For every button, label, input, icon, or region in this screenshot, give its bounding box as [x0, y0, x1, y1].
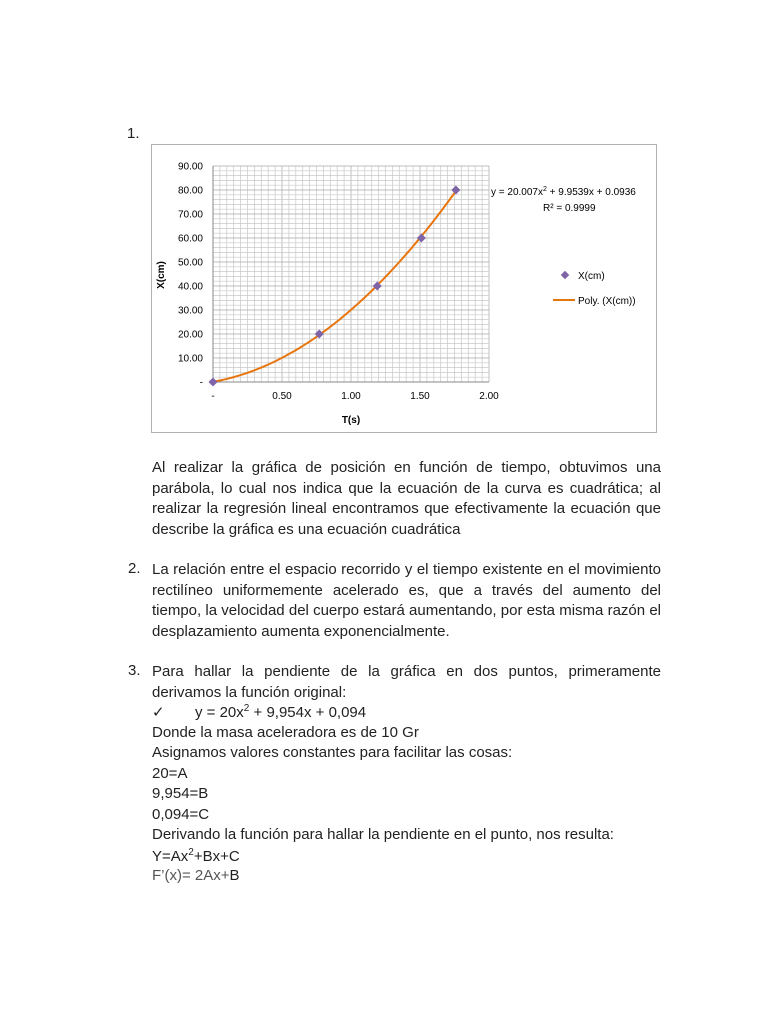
x-tick-label: -: [211, 391, 215, 402]
line-derivando: Derivando la función para hallar la pendiente en el punto, nos resulta:: [152, 826, 614, 843]
y-tick-label: 10.00: [177, 353, 203, 365]
legend-marker-x: [561, 271, 569, 279]
x-axis-label: T(s): [341, 415, 361, 426]
x-tick-label: 1.50: [410, 391, 430, 402]
legend-label-x: X(cm): [578, 271, 605, 282]
y-tick-label: 80.00: [177, 185, 203, 197]
formula-derivative: F’(x)= 2Ax+B: [152, 867, 240, 884]
x-tick-label: 1.00: [341, 391, 361, 402]
item-number-2: 2.: [128, 560, 141, 577]
chart-y-ticks: [178, 162, 203, 389]
const-a: 20=A: [152, 765, 188, 782]
data-point: [451, 185, 460, 194]
paragraph-3: Para hallar la pendiente de la gráfica en dos puntos, primeramente derivamos la función original:: [152, 663, 661, 701]
legend-label-poly: Poly. (X(cm)): [578, 296, 636, 307]
equation-line: [152, 703, 367, 721]
chart-gridlines: [213, 166, 489, 382]
equation: $y = 20x^2 + 9,954x + 0,094$: [195, 703, 367, 721]
r-squared: R² = 0.9999: [543, 203, 596, 214]
chart-x-ticks: [211, 391, 499, 402]
formula-y: $Y=Ax^2+Bx+C$: [152, 847, 240, 865]
check-mark-icon: ✓: [152, 704, 165, 721]
item-number-1: 1.: [127, 125, 140, 142]
y-tick-label: 60.00: [177, 233, 203, 245]
y-tick-label: 40.00: [177, 281, 203, 293]
y-tick-label: -: [199, 377, 203, 389]
y-tick-label: 50.00: [177, 257, 203, 269]
item-number-3: 3.: [128, 662, 141, 679]
const-c: 0,094=C: [152, 806, 210, 823]
data-point: [208, 377, 217, 386]
paragraph-1: Al realizar la gráfica de posición en función de tiempo, obtuvimos una parábola, lo cual nos indica que la ecuación de la curva es cuadrática; al realizar la regresión lineal encontramos que efectivamente la ecuación que describe la gráfica es una ecuación cuadrática: [152, 459, 661, 538]
y-tick-label: 90.00: [177, 161, 203, 173]
y-axis-label: X(cm): [156, 261, 167, 289]
y-tick-label: 30.00: [177, 305, 203, 317]
paragraph-2: La relación entre el espacio recorrido y el tiempo existente en el movimiento rectilíneo uniformemente acelerado es, que a través del aumento del tiempo, la velocidad del cuerpo estará aumentando, por esta misma razón el desplazamiento aumenta exponencialmente.: [152, 561, 661, 640]
y-tick-label: 20.00: [177, 329, 203, 341]
x-tick-label: 2.00: [479, 391, 499, 402]
chart: [152, 145, 656, 432]
x-tick-label: 0.50: [272, 391, 292, 402]
trendline-equation: $y = 20.007x^2 + 9.9539x + 0.0936$: [491, 186, 636, 198]
line-asignamos: Asignamos valores constantes para facilitar las cosas:: [152, 744, 513, 761]
line-masa: Donde la masa aceleradora es de 10 Gr: [152, 724, 419, 741]
legend: [553, 271, 636, 307]
chart-frame: [151, 144, 657, 433]
const-b: 9,954=B: [152, 785, 209, 802]
y-tick-label: 70.00: [177, 209, 203, 221]
